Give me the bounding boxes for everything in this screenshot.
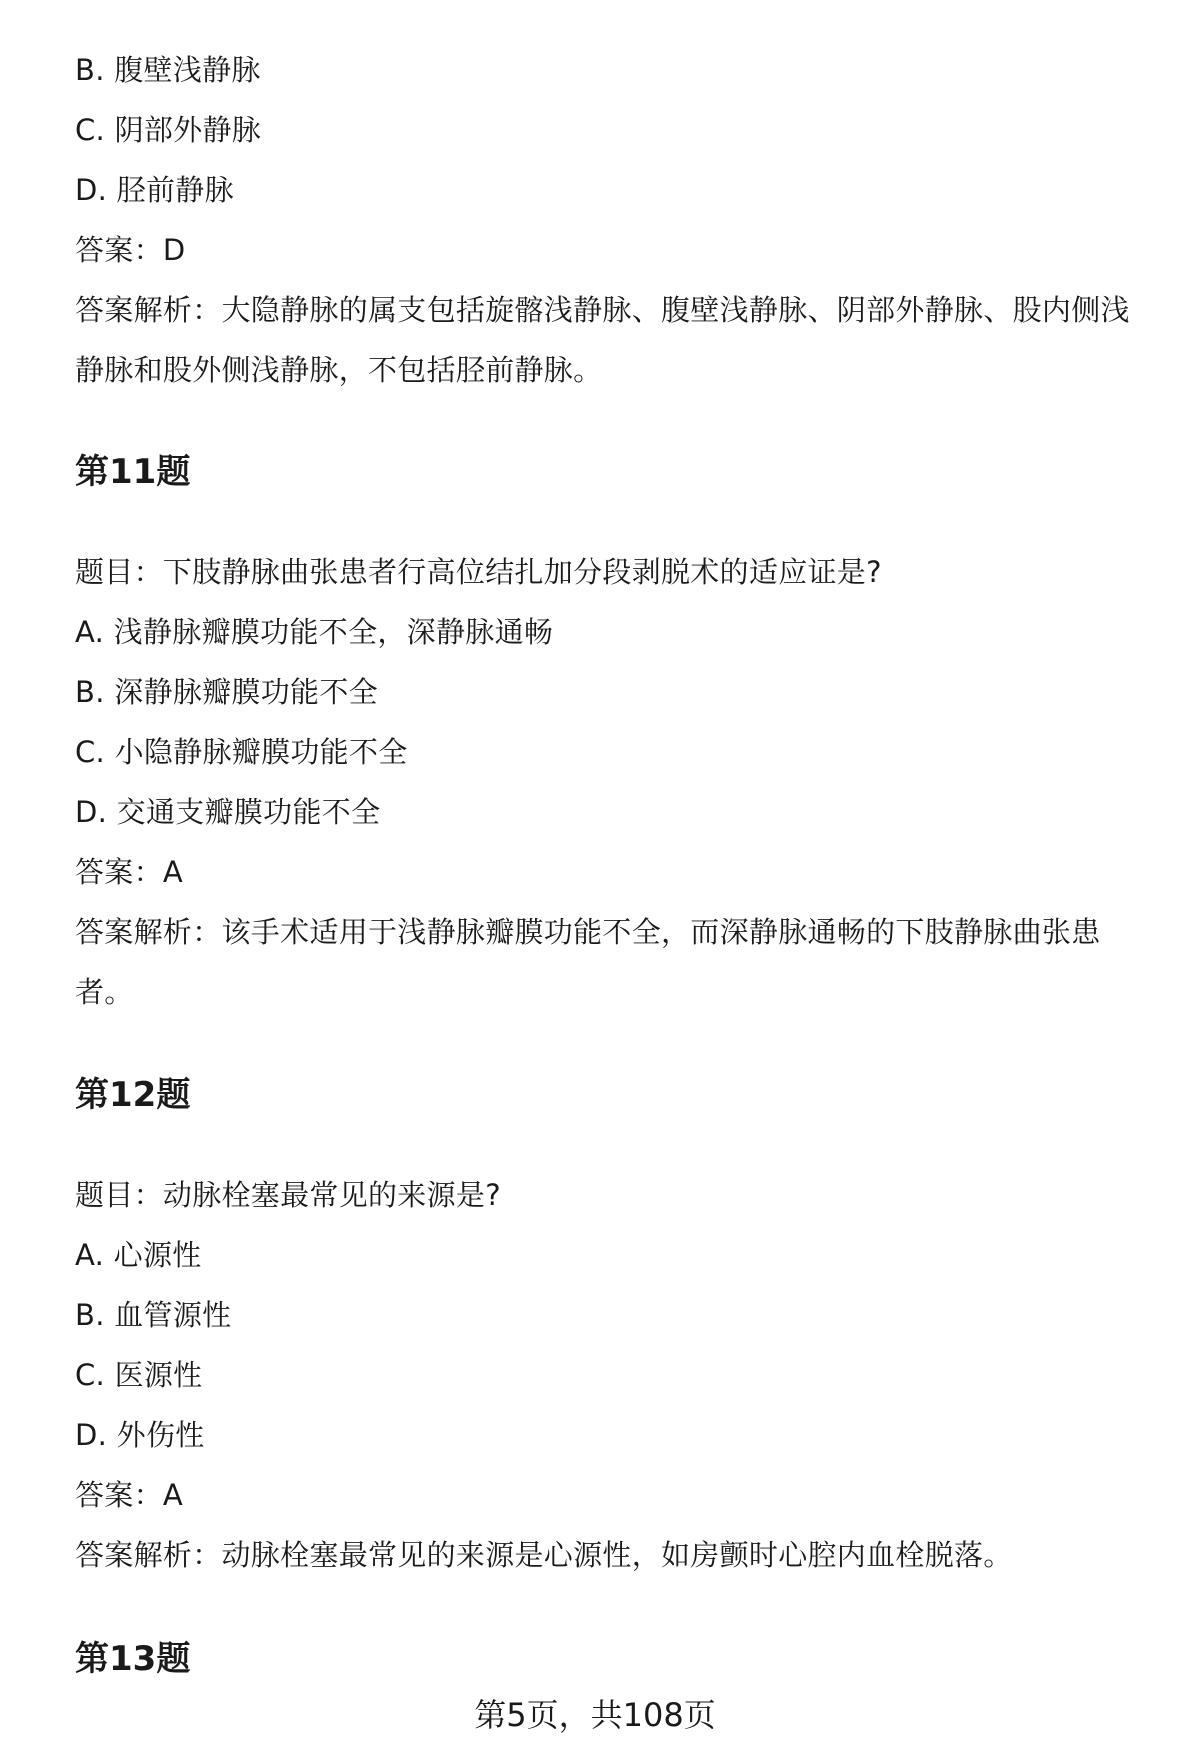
- question-heading: 第12题: [75, 1075, 191, 1115]
- answer: 答案：A: [75, 1478, 184, 1512]
- question-heading: 第13题: [75, 1639, 191, 1679]
- answer: 答案：A: [75, 855, 184, 889]
- answer-explanation: 答案解析：该手术适用于浅静脉瓣膜功能不全，而深静脉通畅的下肢静脉曲张患: [75, 915, 1101, 949]
- question-heading: 第11题: [75, 452, 191, 492]
- question-stem: 题目：动脉栓塞最常见的来源是?: [75, 1178, 501, 1212]
- option-a: A. 浅静脉瓣膜功能不全，深静脉通畅: [75, 615, 554, 649]
- option-a: A. 心源性: [75, 1238, 202, 1272]
- option-c: C. 医源性: [75, 1358, 203, 1392]
- option-b: B. 腹壁浅静脉: [75, 53, 261, 87]
- option-d: D. 外伤性: [75, 1418, 205, 1452]
- answer-explanation: 答案解析：动脉栓塞最常见的来源是心源性，如房颤时心腔内血栓脱落。: [75, 1538, 1013, 1572]
- answer-explanation-continued: 静脉和股外侧浅静脉，不包括胫前静脉。: [75, 353, 603, 387]
- answer-explanation: 答案解析：大隐静脉的属支包括旋髂浅静脉、腹壁浅静脉、阴部外静脉、股内侧浅: [75, 293, 1130, 327]
- option-b: B. 血管源性: [75, 1298, 232, 1332]
- option-b: B. 深静脉瓣膜功能不全: [75, 675, 378, 709]
- option-d: D. 胫前静脉: [75, 173, 234, 207]
- answer: 答案：D: [75, 233, 186, 267]
- option-c: C. 阴部外静脉: [75, 113, 262, 147]
- page-number: 第5页，共108页: [474, 1696, 716, 1734]
- option-c: C. 小隐静脉瓣膜功能不全: [75, 735, 408, 769]
- question-stem: 题目：下肢静脉曲张患者行高位结扎加分段剥脱术的适应证是?: [75, 555, 882, 589]
- option-d: D. 交通支瓣膜功能不全: [75, 795, 381, 829]
- answer-explanation-continued: 者。: [75, 975, 134, 1009]
